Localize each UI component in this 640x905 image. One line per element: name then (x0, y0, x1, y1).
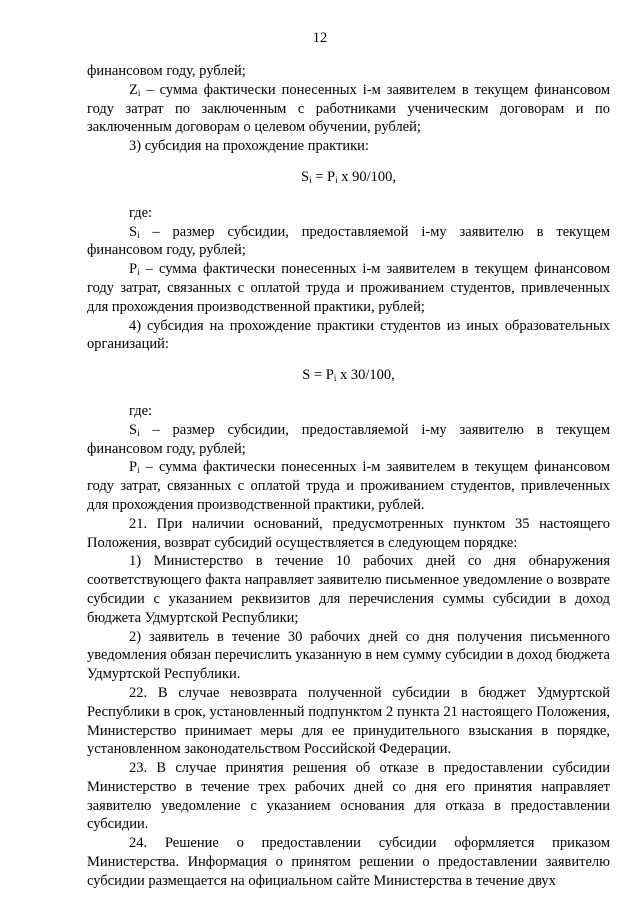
definition-s: $S_i$ – размер субсидии, предоставляемой i-му заявителю в текущем финансовом году, рублей; (87, 421, 610, 457)
paragraph-continuation: финансовом году, рублей; (87, 63, 246, 79)
document-body (87, 62, 610, 891)
clause-21-item-1: 1) Министерство в течение 10 рабочих дней со дня обнаружения соответствующего факта направляет заявителю письменное уведомление о возврате субсидии с указанием реквизитов для перечисления суммы субсидии в доход бюджета Удмуртской Республики; (87, 553, 610, 626)
clause-21-item-2: 2) заявитель в течение 30 рабочих дней со дня получения письменного уведомления обязан перечислить указанную в нем сумму субсидии в доход бюджета Удмуртской Республики. (87, 628, 610, 683)
list-item-4: 4) субсидия на прохождение практики студентов из иных образовательных организаций: (87, 317, 610, 353)
formula-other-students: $S = P_i$ x 30/100, (302, 367, 395, 384)
definition-s: $S_i$ – размер субсидии, предоставляемой i-му заявителю в текущем финансовом году, рублей; (87, 223, 610, 259)
clause-23: 23. В случае принятия решения об отказе в предоставлении субсидии Министерство в течение трех рабочих дней со дня его принятия направляет заявителю уведомление с указанием основания для отказа в предоставлении субсидии. (87, 760, 610, 833)
list-item-3: 3) субсидия на прохождение практики: (129, 138, 369, 155)
clause-21: 21. При наличии оснований, предусмотренных пунктом 35 настоящего Положения, возврат субсидий осуществляется в следующем порядке: (87, 515, 610, 551)
where-label: где: (129, 204, 153, 221)
clause-24: 24. Решение о предоставлении субсидии оформляется приказом Министерства. Информация о принятом решении о предоставлении заявителю субсидии размещается на официальном сайте Министерства в течение двух (87, 835, 610, 889)
definition-p: $P_i$ – сумма фактически понесенных i-м заявителем в текущем финансовом году затрат, связанных с оплатой труда и проживанием студентов, привлеченных для прохождения производственной практики, рублей; (87, 261, 610, 315)
definition-z: $Z_i$ – сумма фактически понесенных i-м заявителем в текущем финансовом году затрат по заключенным с работниками ученическим договорам и по заключенным договорам о целевом обучении, рублей; (87, 81, 610, 136)
definition-p: $P_i$ – сумма фактически понесенных i-м заявителем в текущем финансовом году затрат, связанных с оплатой труда и проживанием студентов, привлеченных для прохождения производственной практики, рублей. (87, 459, 610, 513)
where-label: где: (129, 402, 153, 419)
formula-practice: $S_i = P_i$ x 90/100, (300, 168, 396, 185)
clause-22: 22. В случае невозврата полученной субсидии в бюджет Удмуртской Республики в срок, установленный подпунктом 2 пункта 21 настоящего Положения, Министерство принимает меры для ее принудительного взыскания в порядке, установленном законодательством Российской Федерации. (87, 684, 610, 758)
page-number: 12 (312, 30, 328, 46)
